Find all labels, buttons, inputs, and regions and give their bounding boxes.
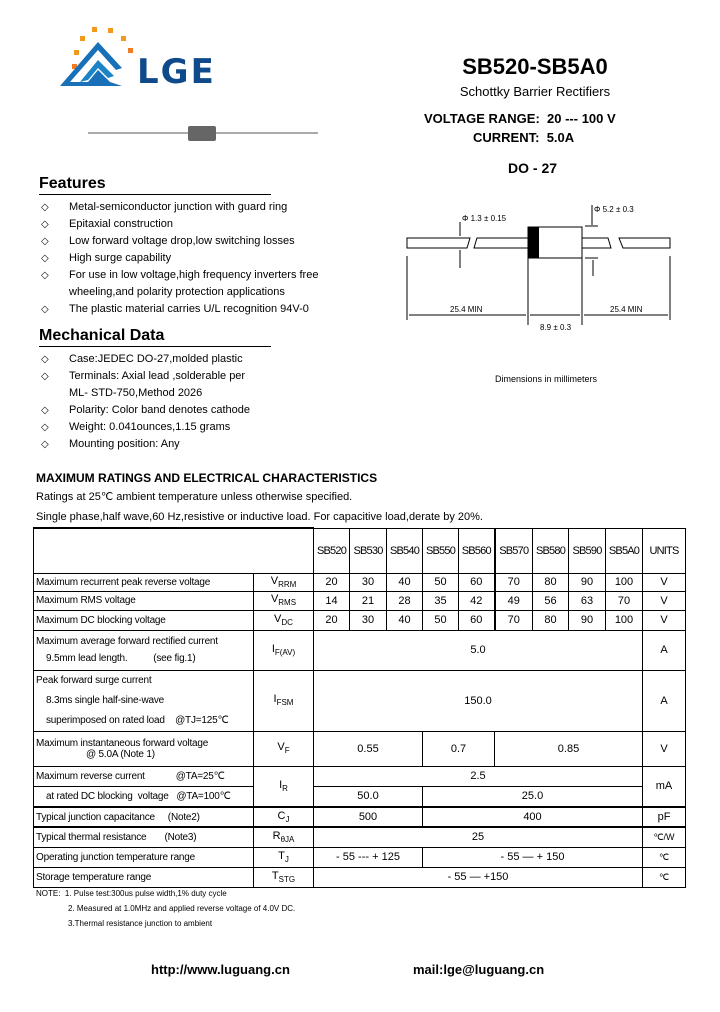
unit: ℃/W	[643, 827, 686, 847]
symbol: I	[273, 693, 277, 706]
symbol-sub: RRM	[278, 580, 297, 590]
symbol-sub: RMS	[278, 598, 297, 608]
cell: 63	[569, 591, 606, 610]
param-label: Maximum instantaneous forward voltage	[36, 737, 209, 749]
cell: 100	[606, 610, 643, 630]
voltage-value: 20 --- 100 V	[547, 111, 616, 126]
subtitle: Schottky Barrier Rectifiers	[459, 84, 611, 99]
symbol-sub: FSM	[276, 698, 294, 708]
feature-item: For use in low voltage,high frequency inverters free	[69, 269, 319, 281]
cell: 50	[423, 573, 459, 591]
table-row	[34, 670, 686, 731]
param-label: @ 5.0A (Note 1)	[86, 748, 155, 760]
param-label: Maximum reverse current @TA=25℃	[34, 766, 254, 786]
cell: 80	[533, 573, 569, 591]
mechanical-item: ML- STD-750,Method 2026	[69, 387, 203, 399]
cell: - 55 --- + 125	[314, 847, 423, 867]
param-label: 9.5mm lead length. (see fig.1)	[46, 653, 196, 664]
param-label: Maximum recurrent peak reverse voltage	[34, 573, 254, 591]
table-header-row	[34, 528, 686, 573]
param-label: 8.3ms single half-sine-wave	[46, 694, 164, 706]
mechanical-item: Polarity: Color band denotes cathode	[69, 404, 251, 416]
param-symbol	[254, 670, 314, 731]
cell: 70	[495, 573, 533, 591]
cell: 40	[387, 610, 423, 630]
param-symbol	[254, 766, 314, 807]
current-value: 5.0A	[546, 130, 575, 145]
cell: 70	[495, 610, 533, 630]
param-label: Maximum RMS voltage	[34, 591, 254, 610]
mechanical-item: Mounting position: Any	[69, 438, 180, 450]
cell: 60	[459, 573, 495, 591]
symbol: I	[279, 779, 283, 792]
lead-length-left-label: 25.4 MIN	[450, 305, 483, 314]
table-row	[34, 807, 686, 827]
column-header: SB5A0	[606, 528, 643, 573]
feature-item: wheeling,and polarity protection applications	[69, 286, 285, 298]
column-header: SB580	[533, 528, 569, 573]
param-symbol	[254, 591, 314, 610]
param-symbol	[254, 731, 314, 766]
cell: 150.0	[314, 670, 643, 731]
cell: 20	[314, 610, 350, 630]
table-row	[34, 786, 686, 807]
symbol: I	[271, 642, 275, 655]
param-label: superimposed on rated load @TJ=125℃	[46, 714, 229, 726]
symbol-sub: R	[282, 784, 288, 794]
lead-length-right-label: 25.4 MIN	[610, 305, 643, 314]
unit: A	[643, 670, 686, 731]
mechanical-item: Case:JEDEC DO-27,molded plastic	[69, 353, 243, 365]
column-header: SB540	[387, 528, 423, 573]
cell: 30	[350, 573, 387, 591]
param-symbol	[254, 573, 314, 591]
cell: 28	[387, 591, 423, 610]
table-row	[34, 630, 686, 670]
unit: V	[643, 731, 686, 766]
table-row	[34, 827, 686, 847]
table-row	[34, 731, 686, 766]
feature-item: The plastic material carries U/L recognition 94V-0	[69, 303, 309, 315]
diode-body-image	[188, 126, 216, 141]
cell: 90	[569, 573, 606, 591]
mechanical-heading: Mechanical Data	[39, 327, 271, 347]
table-row	[34, 847, 686, 867]
cell: 20	[314, 573, 350, 591]
param-label: Typical thermal resistance (Note3)	[34, 827, 254, 847]
param-label: Peak forward surge current	[36, 674, 152, 686]
cell: 70	[606, 591, 643, 610]
cell: 25	[314, 827, 643, 847]
cell: 49	[495, 591, 533, 610]
units-header: UNITS	[643, 528, 686, 573]
cell: 35	[423, 591, 459, 610]
param-label: Maximum DC blocking voltage	[34, 610, 254, 630]
lead-diameter-label: Φ 1.3 ± 0.15	[462, 214, 507, 223]
param-symbol	[254, 847, 314, 867]
package-name: DO - 27	[508, 160, 558, 176]
unit: V	[643, 610, 686, 630]
table-row	[34, 766, 686, 786]
ratings-heading: MAXIMUM RATINGS AND ELECTRICAL CHARACTERISTICS	[36, 471, 378, 485]
cell: 500	[314, 807, 423, 827]
cell: 0.55	[314, 731, 423, 766]
param-label: Maximum average forward rectified current	[36, 636, 218, 647]
column-header: SB570	[495, 528, 533, 573]
ratings-line-2: Single phase,half wave,60 Hz,resistive or inductive load. For capacitive load,derate by 20%.	[36, 511, 483, 523]
cell: 25.0	[423, 786, 643, 807]
symbol: T	[271, 869, 279, 882]
column-header: SB520	[314, 528, 350, 573]
package-dimension-drawing	[400, 190, 690, 340]
cell: 5.0	[314, 630, 643, 670]
mechanical-list: ◇ Case:JEDEC DO-27,molded plastic ◇ Terminals: Axial lead ,solderable per ML- STD-750,Method 2026 ◇ Polarity: Color band denotes cathode ◇ Weight: 0.041ounces,1.15 grams ◇ Mounting position: Any	[39, 351, 250, 453]
note-1: NOTE: 1. Pulse test:300us pulse width,1% duty cycle	[36, 889, 227, 898]
param-label: Storage temperature range	[34, 867, 254, 887]
param-symbol	[254, 807, 314, 827]
symbol-sub: F	[284, 746, 290, 756]
param-label: at rated DC blocking voltage @TA=100℃	[34, 786, 254, 807]
feature-item: Metal-semiconductor junction with guard ring	[69, 201, 288, 213]
logo-icon	[58, 24, 138, 89]
website-link[interactable]: http://www.luguang.cn	[151, 962, 290, 977]
body-length-label: 8.9 ± 0.3	[540, 323, 572, 332]
note-2: 2. Measured at 1.0MHz and applied reverse voltage of 4.0V DC.	[68, 904, 296, 913]
cell: 60	[459, 610, 495, 630]
param-symbol	[254, 610, 314, 630]
param-symbol	[254, 867, 314, 887]
ratings-line-1: Ratings at 25℃ ambient temperature unless otherwise specified.	[36, 491, 353, 503]
symbol: V	[270, 574, 279, 587]
symbol-sub: F(AV)	[274, 648, 296, 658]
symbol: V	[270, 593, 279, 606]
body-diameter-label: Φ 5.2 ± 0.3	[594, 205, 634, 214]
mechanical-item: Weight: 0.041ounces,1.15 grams	[69, 421, 231, 433]
cell: 80	[533, 610, 569, 630]
cell: - 55 — +150	[314, 867, 643, 887]
column-header: SB560	[459, 528, 495, 573]
unit: V	[643, 573, 686, 591]
cell: 90	[569, 610, 606, 630]
cell: 400	[423, 807, 643, 827]
cell: 56	[533, 591, 569, 610]
param-symbol	[254, 827, 314, 847]
features-list: ◇ Metal-semiconductor junction with guard ring ◇ Epitaxial construction ◇ Low forward voltage drop,low switching losses ◇ High surge capability ◇ For use in low voltage,high frequency inverters free wheeling,and polarity protection applications ◇ The plastic material carries U/L recognition 94V-0	[39, 199, 318, 318]
symbol: V	[277, 741, 285, 754]
unit: ℃	[643, 867, 686, 887]
cell: - 55 — + 150	[423, 847, 643, 867]
features-heading: Features	[39, 175, 271, 195]
current-label: CURRENT:	[473, 130, 540, 145]
param-label: Typical junction capacitance (Note2)	[34, 807, 254, 827]
param-symbol	[254, 630, 314, 670]
symbol-sub: J	[285, 815, 290, 825]
dimension-caption: Dimensions in millimeters	[495, 374, 598, 384]
cell: 0.7	[423, 731, 495, 766]
page-title: SB520-SB5A0	[462, 54, 608, 79]
unit: mA	[643, 766, 686, 807]
cell: 50	[423, 610, 459, 630]
mechanical-item: Terminals: Axial lead ,solderable per	[69, 370, 246, 382]
table-row	[34, 591, 686, 610]
cell: 21	[350, 591, 387, 610]
symbol-sub: DC	[281, 618, 293, 628]
cell: 2.5	[314, 766, 643, 786]
feature-item: Epitaxial construction	[69, 218, 173, 230]
symbol: C	[277, 809, 286, 822]
symbol: T	[278, 849, 285, 862]
unit: V	[643, 591, 686, 610]
cell: 14	[314, 591, 350, 610]
voltage-label: VOLTAGE RANGE:	[424, 111, 540, 126]
cell: 42	[459, 591, 495, 610]
logo-text: LGE	[137, 52, 216, 92]
ratings-table	[33, 527, 686, 888]
symbol-sub: J	[284, 855, 289, 865]
table-row	[34, 610, 686, 630]
table-row	[34, 573, 686, 591]
cell: 0.85	[495, 731, 643, 766]
unit: ℃	[643, 847, 686, 867]
unit: A	[643, 630, 686, 670]
table-row	[34, 867, 686, 887]
symbol-sub: θJA	[280, 835, 295, 845]
param-label: Operating junction temperature range	[34, 847, 254, 867]
email-link[interactable]: mail:lge@luguang.cn	[413, 962, 545, 977]
feature-item: Low forward voltage drop,low switching losses	[69, 235, 295, 247]
column-header: SB590	[569, 528, 606, 573]
cell: 100	[606, 573, 643, 591]
note-3: 3.Thermal resistance junction to ambient	[68, 919, 213, 928]
cell: 40	[387, 573, 423, 591]
symbol: R	[272, 830, 281, 843]
symbol: V	[274, 612, 282, 625]
unit: pF	[643, 807, 686, 827]
symbol-sub: STG	[278, 875, 296, 885]
cell: 50.0	[314, 786, 423, 807]
column-header: SB550	[423, 528, 459, 573]
cell: 30	[350, 610, 387, 630]
column-header: SB530	[350, 528, 387, 573]
feature-item: High surge capability	[69, 252, 172, 264]
notes	[36, 886, 295, 931]
